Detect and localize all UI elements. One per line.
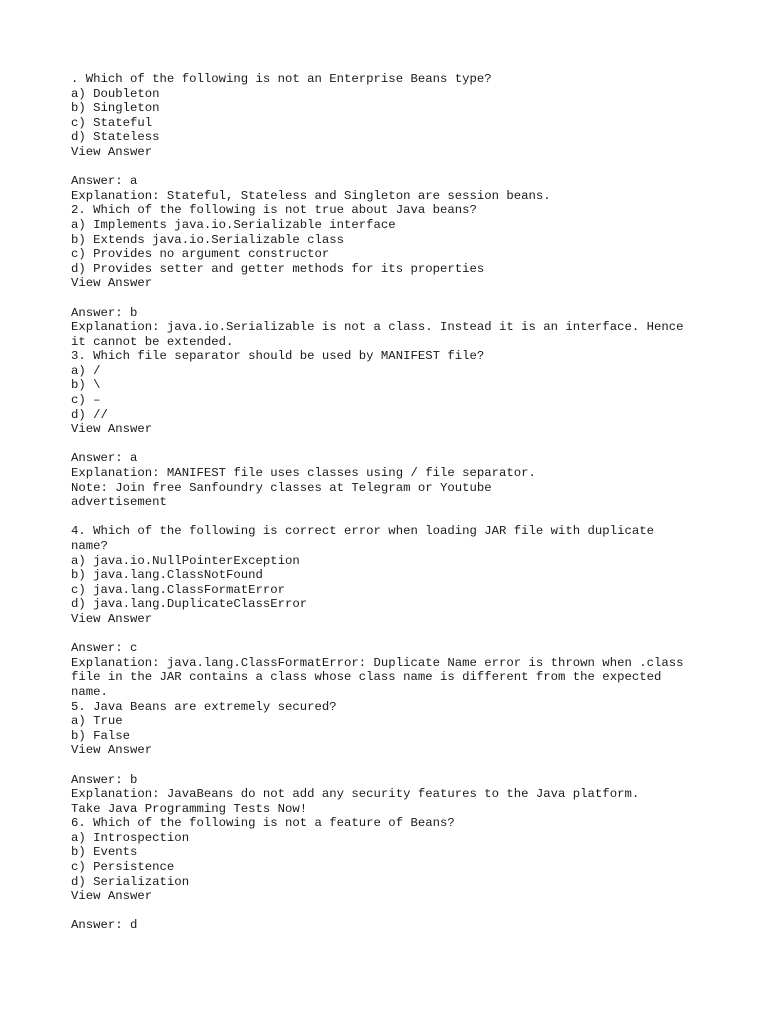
explanation-4-line-1: Explanation: java.lang.ClassFormatError: Duplicate Name error is thrown when .class [71,655,684,670]
answer-4: Answer: c [71,641,138,656]
question-3: 3. Which file separator should be used by MANIFEST file? [71,349,485,364]
question-4-option-c: c) java.lang.ClassFormatError [71,582,286,597]
question-2-option-c: c) Provides no argument constructor [71,247,330,262]
question-4-option-a: a) java.io.NullPointerException [71,553,300,568]
question-5-option-b: b) False [71,728,131,743]
question-4-option-b: b) java.lang.ClassNotFound [71,568,263,583]
question-1: . Which of the following is not an Enterprise Beans type? [71,72,492,86]
view-answer-link-2[interactable]: View Answer [71,276,153,291]
view-answer-link-4[interactable]: View Answer [71,611,153,626]
blank-line [71,160,711,175]
question-3-option-b: b) \ [71,378,101,393]
explanation-3: Explanation: MANIFEST file uses classes using / file separator. [71,466,536,481]
blank-line [71,904,711,919]
question-1-option-b: b) Singleton [71,101,160,116]
answer-6: Answer: d [71,918,138,933]
answer-2: Answer: b [71,305,138,320]
question-2-option-d: d) Provides setter and getter methods for its properties [71,261,485,276]
blank-line [71,627,711,642]
view-answer-link-1[interactable]: View Answer [71,144,153,159]
view-answer-link-6[interactable]: View Answer [71,889,153,904]
question-5: 5. Java Beans are extremely secured? [71,699,337,714]
question-6-option-d: d) Serialization [71,874,190,889]
question-2: 2. Which of the following is not true about Java beans? [71,203,477,218]
question-1-option-a: a) Doubleton [71,86,160,101]
promo-note: Note: Join free Sanfoundry classes at Telegram or Youtube [71,480,492,495]
explanation-1: Explanation: Stateful, Stateless and Singleton are session beans. [71,188,551,203]
view-answer-link-3[interactable]: View Answer [71,422,153,437]
blank-line [71,510,711,525]
question-1-option-c: c) Stateful [71,115,153,130]
question-3-option-d: d) // [71,407,108,422]
document-page [71,72,711,933]
question-1-option-d: d) Stateless [71,130,160,145]
tests-promo: Take Java Programming Tests Now! [71,801,308,816]
question-2-option-a: a) Implements java.io.Serializable interface [71,217,396,232]
question-4-line-1: 4. Which of the following is correct error when loading JAR file with duplicate [71,524,654,539]
question-6-option-b: b) Events [71,845,138,860]
question-3-option-c: c) – [71,393,101,408]
question-5-option-a: a) True [71,714,123,729]
question-6-option-a: a) Introspection [71,830,190,845]
question-2-option-b: b) Extends java.io.Serializable class [71,232,345,247]
explanation-2-line-2: it cannot be extended. [71,334,234,349]
question-3-option-a: a) / [71,363,101,378]
blank-line [71,291,711,306]
question-6-option-c: c) Persistence [71,860,175,875]
question-4-option-d: d) java.lang.DuplicateClassError [71,597,308,612]
blank-line [71,437,711,452]
explanation-2-line-1: Explanation: java.io.Serializable is not a class. Instead it is an interface. Hence [71,320,684,335]
answer-1: Answer: a [71,174,138,189]
advertisement-label: advertisement [71,495,167,510]
explanation-4-line-3: name. [71,684,108,699]
explanation-4-line-2: file in the JAR contains a class whose class name is different from the expected [71,670,662,685]
explanation-5: Explanation: JavaBeans do not add any security features to the Java platform. [71,787,640,802]
view-answer-link-5[interactable]: View Answer [71,743,153,758]
answer-3: Answer: a [71,451,138,466]
blank-line [71,758,711,773]
question-4-line-2: name? [71,539,108,553]
question-6: 6. Which of the following is not a feature of Beans? [71,816,455,831]
answer-5: Answer: b [71,772,138,787]
